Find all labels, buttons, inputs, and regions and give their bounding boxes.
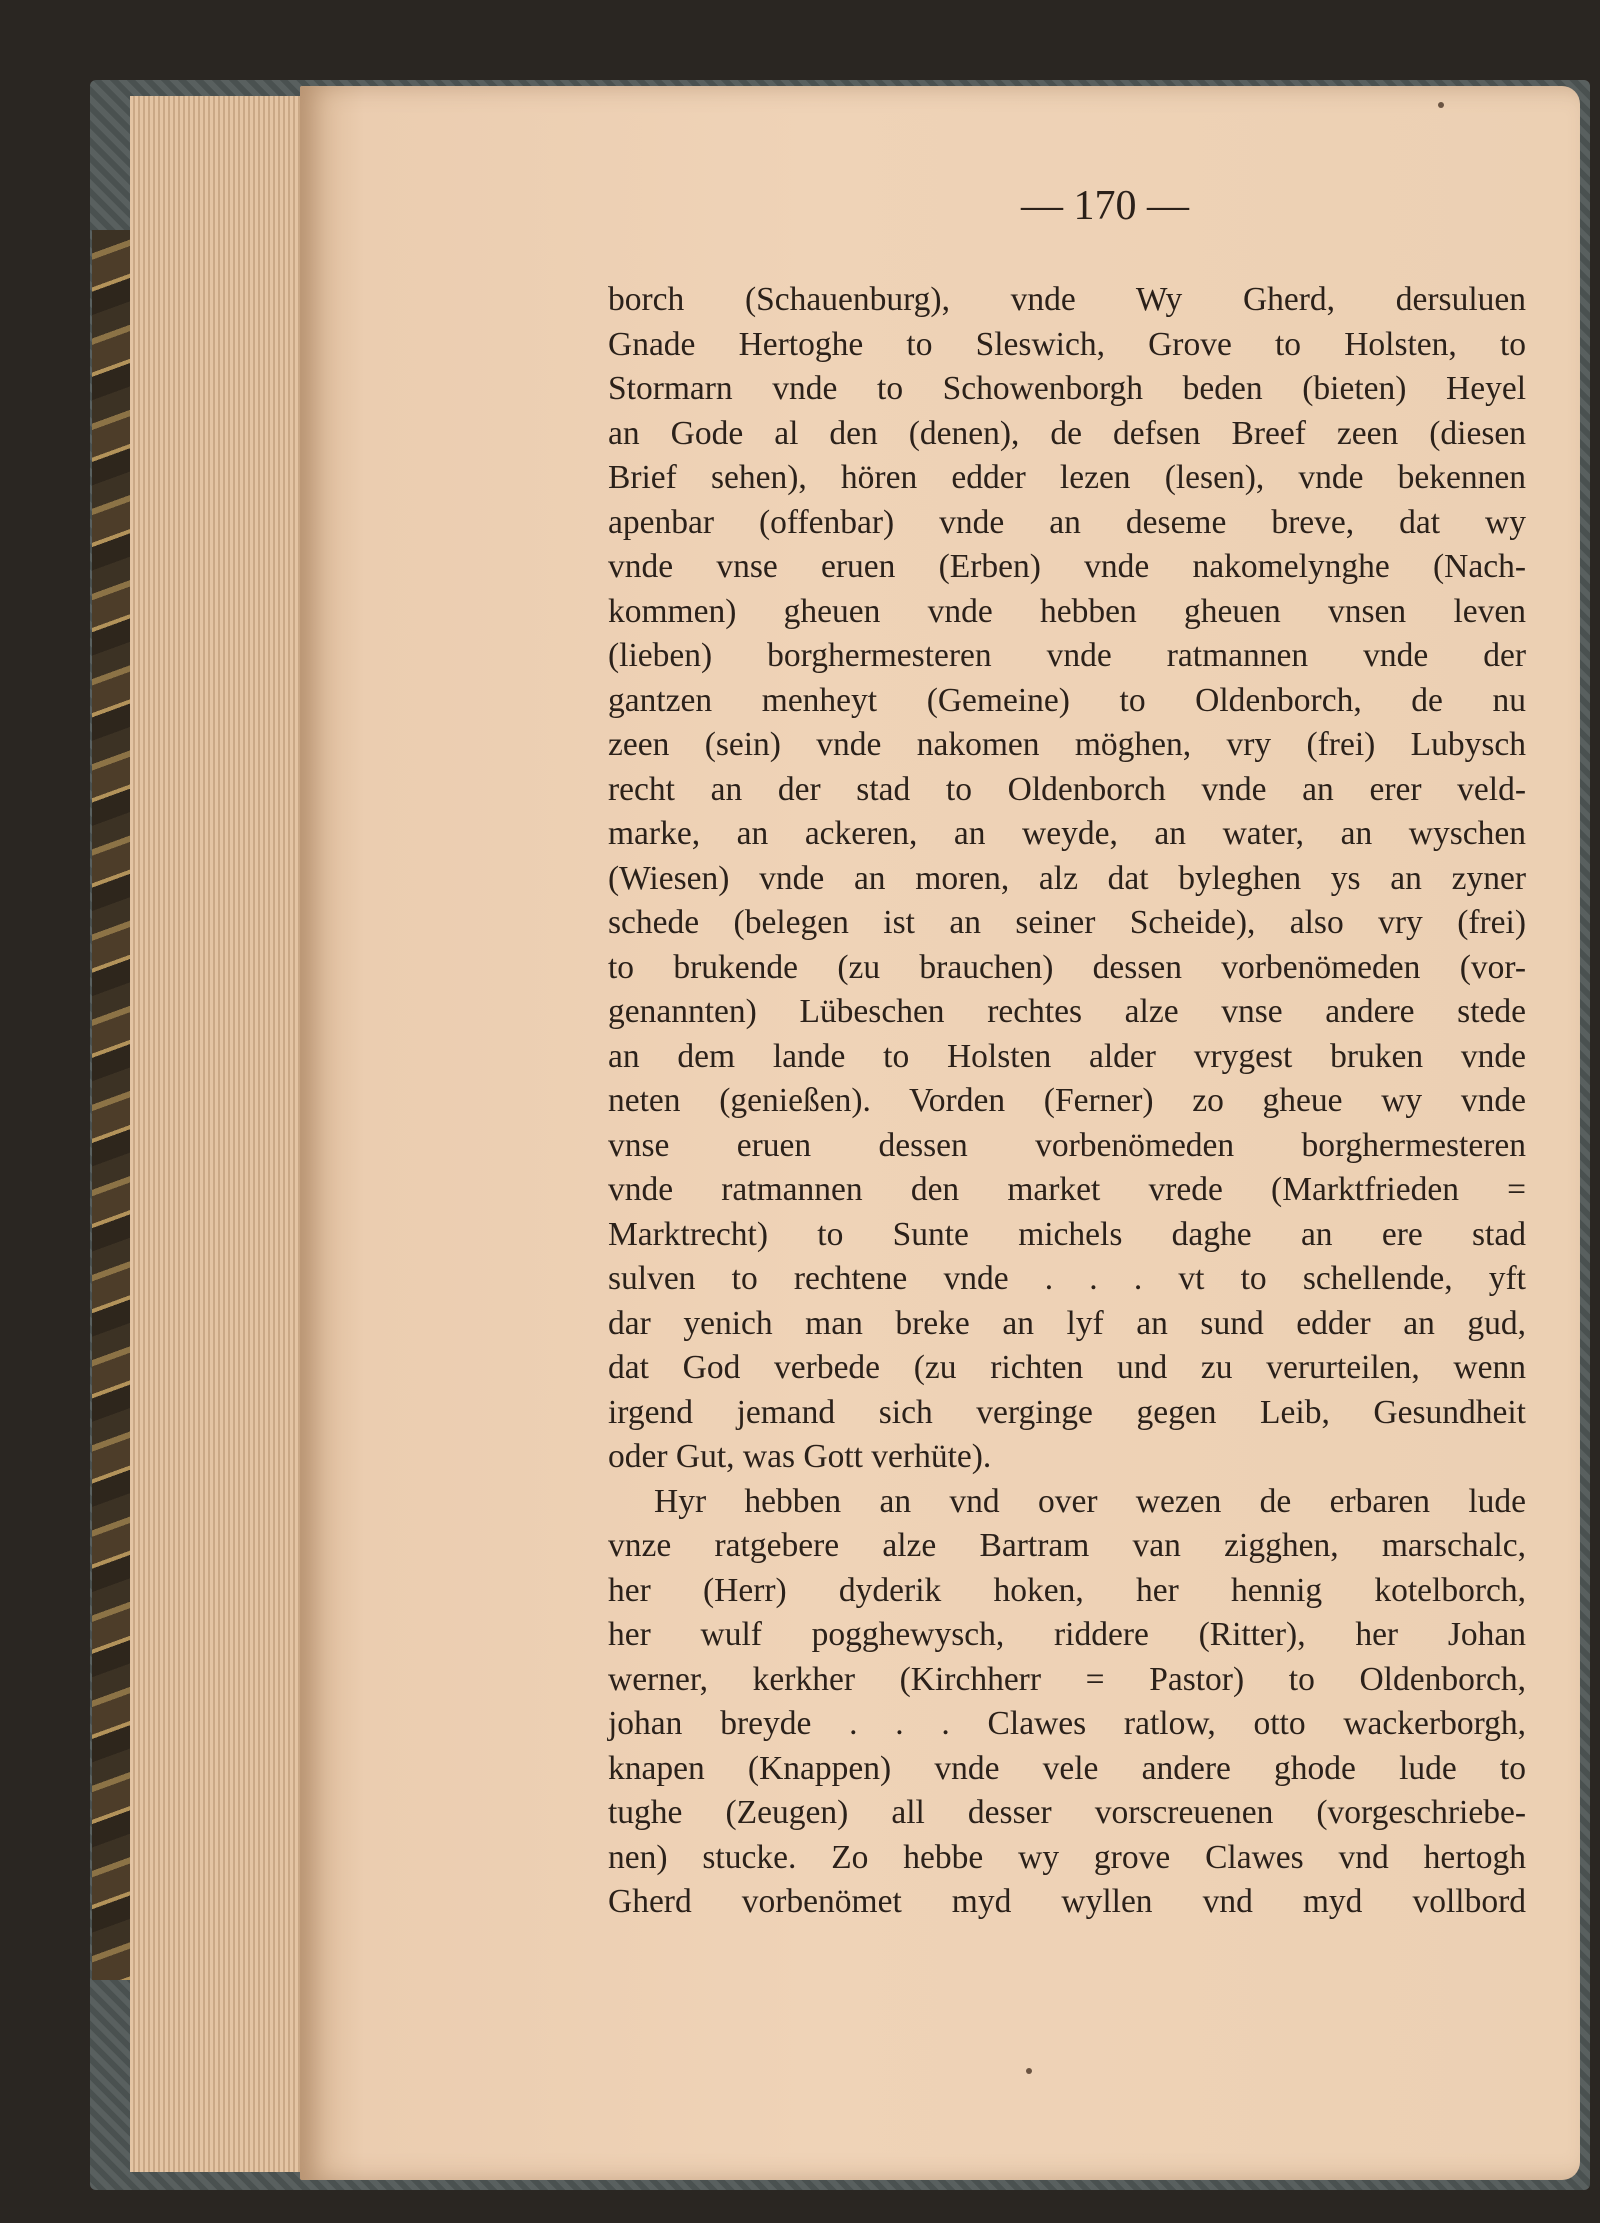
text-line: tughe (Zeugen) all desser vorscreuenen (vorgeschriebe-: [608, 1794, 1526, 1831]
text-line: (lieben) borghermesteren vnde ratmannen vnde der: [608, 637, 1526, 674]
text-line: gantzen menheyt (Gemeine) to Oldenborch, de nu: [608, 681, 1526, 719]
text-line: schede (belegen ist an seiner Scheide), also vry (frei): [608, 904, 1526, 941]
text-line: genannten) Lübeschen rechtes alze vnse andere stede: [608, 993, 1526, 1030]
text-line: nen) stucke. Zo hebbe wy grove Clawes vnd hertogh: [608, 1838, 1526, 1876]
text-line: Brief sehen), hören edder lezen (lesen), vnde bekennen: [608, 459, 1526, 496]
marbled-edge: [92, 230, 132, 1980]
text-line: to brukende (zu brauchen) dessen vorbenömeden (vor-: [608, 948, 1526, 986]
text-line: her wulf pogghewysch, riddere (Ritter), her Johan: [608, 1616, 1526, 1653]
text-line: her (Herr) dyderik hoken, her hennig kotelborch,: [608, 1571, 1526, 1609]
text-line: zeen (sein) vnde nakomen möghen, vry (frei) Lubysch: [608, 726, 1526, 763]
text-line: an Gode al den (denen), de defsen Breef zeen (diesen: [608, 414, 1526, 452]
text-line: dat God verbede (zu richten und zu verurteilen, wenn: [608, 1349, 1526, 1386]
text-line: Gherd vorbenömet myd wyllen vnd myd vollbord: [608, 1883, 1526, 1920]
text-line: vnde vnse eruen (Erben) vnde nakomelynghe (Nach-: [608, 548, 1526, 585]
text-line: Hyr hebben an vnd over wezen de erbaren lude: [654, 1482, 1526, 1520]
text-line: an dem lande to Holsten alder vrygest bruken vnde: [608, 1037, 1526, 1075]
text-line: dar yenich man breke an lyf an sund edder an gud,: [608, 1304, 1526, 1342]
page-number: — 170 —: [1021, 183, 1189, 229]
text-line: kommen) gheuen vnde hebben gheuen vnsen leven: [608, 592, 1526, 630]
text-line: apenbar (offenbar) vnde an deseme breve, dat wy: [608, 503, 1526, 541]
text-line: werner, kerkher (Kirchherr = Pastor) to Oldenborch,: [608, 1660, 1526, 1698]
paper-speck: [1026, 2068, 1032, 2074]
paper-speck: [1438, 102, 1444, 108]
text-line: vnze ratgebere alze Bartram van zigghen, marschalc,: [608, 1527, 1526, 1564]
text-line: vnse eruen dessen vorbenömeden borghermesteren: [608, 1126, 1526, 1164]
text-line: vnde ratmannen den market vrede (Marktfrieden =: [608, 1171, 1526, 1208]
text-line: marke, an ackeren, an weyde, an water, an wyschen: [608, 815, 1526, 852]
text-line: neten (genießen). Vorden (Ferner) zo gheue wy vnde: [608, 1082, 1526, 1119]
body-text: [608, 278, 1526, 1925]
text-line: borch (Schauenburg), vnde Wy Gherd, dersuluen: [608, 281, 1526, 318]
text-line: sulven to rechtene vnde . . . vt to schellende, yft: [608, 1260, 1526, 1297]
text-line: irgend jemand sich verginge gegen Leib, Gesundheit: [608, 1393, 1526, 1431]
text-line: johan breyde . . . Clawes ratlow, otto wackerborgh,: [608, 1705, 1526, 1742]
text-line: Marktrecht) to Sunte michels daghe an ere stad: [608, 1215, 1526, 1253]
text-line: recht an der stad to Oldenborch vnde an erer veld-: [608, 770, 1526, 808]
text-line: Gnade Hertoghe to Sleswich, Grove to Holsten, to: [608, 325, 1526, 363]
text-line: Stormarn vnde to Schowenborgh beden (bieten) Heyel: [608, 370, 1526, 407]
text-line: oder Gut, was Gott verhüte).: [608, 1438, 992, 1475]
text-line: (Wiesen) vnde an moren, alz dat byleghen ys an zyner: [608, 859, 1526, 897]
text-line: knapen (Knappen) vnde vele andere ghode lude to: [608, 1749, 1526, 1787]
